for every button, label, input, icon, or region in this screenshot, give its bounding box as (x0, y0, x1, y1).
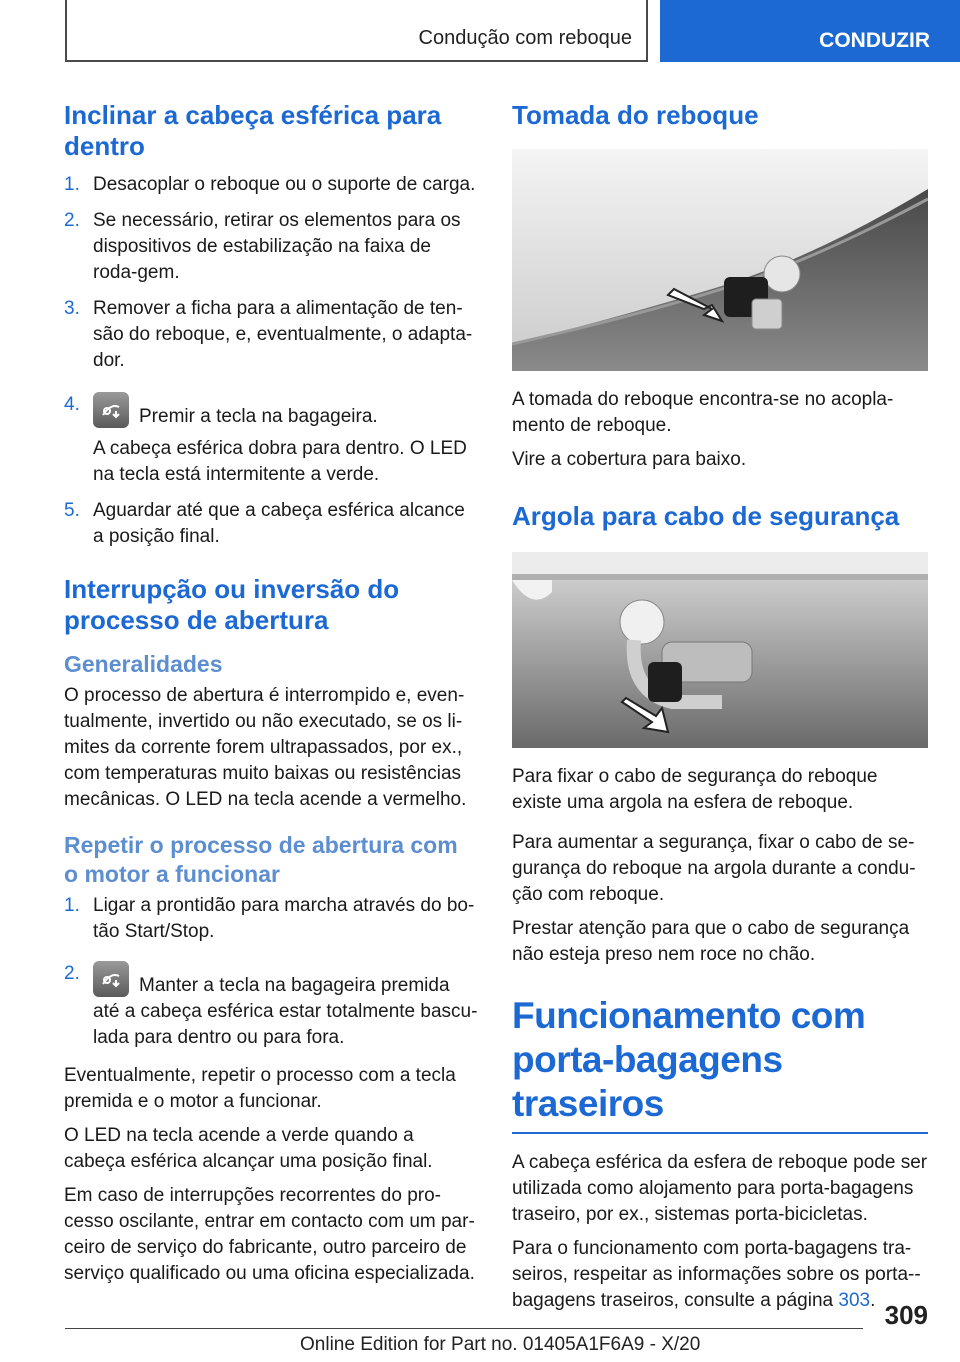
paragraph-argola-1: Para fixar o cabo de segurança do reboque existe uma argola na esfera de reboque. (512, 766, 878, 813)
step-result: A cabeça esférica dobra para dentro. O LED na tecla está intermitente a verde. (93, 438, 467, 485)
step-item (64, 172, 478, 198)
paragraph-text-end: . (870, 1290, 876, 1311)
safety-cable-ring-image (512, 552, 928, 748)
steps-inclinar (64, 172, 478, 550)
paragraph-caso: Em caso de interrupções recorrentes do pro-cesso oscilante, entrar em contacto com um par-ceiro de serviço do fabricante, outro parceiro de serviço qualificado ou uma oficina especializada. (64, 1185, 475, 1284)
step-number: 3. (64, 298, 80, 319)
paragraph-eventual: Eventualmente, repetir o processo com a tecla premida e o motor a funcionar. (64, 1065, 456, 1112)
step-text: Ligar a prontidão para marcha através do bo-tão Start/Stop. (93, 895, 475, 942)
heading-argola: Argola para cabo de segurança (512, 501, 900, 531)
step-item (64, 392, 478, 488)
steps-repetir (64, 893, 478, 1051)
page-number: 309 (884, 1300, 928, 1330)
right-column (512, 100, 928, 1322)
step-number: 4. (64, 394, 80, 415)
heading-inclinar: Inclinar a cabeça esférica para dentro (64, 100, 442, 161)
paragraph-text: Para o funcionamento com porta-bagagens tra-seiros, respeitar as informações sobre os porta--bagagens traseiros, consulte a página (512, 1238, 921, 1311)
footer-rule (65, 1328, 863, 1329)
chapter-tab[interactable] (660, 0, 960, 62)
header-section-box (65, 0, 648, 62)
left-column (64, 100, 478, 1295)
heading-interrupcao: Interrupção ou inversão do processo de abertura (64, 574, 400, 635)
heading-rule (512, 1132, 928, 1134)
step-item (64, 961, 478, 1051)
paragraph-argola-2: Para aumentar a segurança, fixar o cabo de se-gurança do reboque na argola durante a condu-ção com reboque. (512, 832, 916, 905)
step-item (64, 893, 478, 945)
step-number: 2. (64, 963, 80, 984)
step-number: 2. (64, 210, 80, 231)
heading-tomada: Tomada do reboque (512, 100, 759, 130)
step-number: 1. (64, 895, 80, 916)
step-text: Manter a tecla na bagageira premida até a cabeça esférica estar totalmente bascu-lada para dentro ou para fora. (93, 975, 478, 1048)
step-text: Remover a ficha para a alimentação de ten-são do reboque, e, eventualmente, o adapta-dor. (93, 298, 473, 371)
paragraph-led: O LED na tecla acende a verde quando a cabeça esférica alcançar uma posição final. (64, 1125, 433, 1172)
paragraph-funcionamento-2 (512, 1236, 928, 1314)
step-text: Aguardar até que a cabeça esférica alcance a posição final. (93, 500, 465, 547)
heading-repetir: Repetir o processo de abertura com o motor a funcionar (64, 832, 458, 887)
step-text: Premir a tecla na bagageira. (139, 406, 378, 427)
paragraph-argola-3: Prestar atenção para que o cabo de segurança não esteja preso nem roce no chão. (512, 918, 910, 965)
tailgate-button-icon (93, 392, 129, 428)
heading-funcionamento: Funcionamento com porta-bagagens traseiros (512, 995, 866, 1124)
paragraph-tomada-2: Vire a cobertura para baixo. (512, 449, 747, 470)
page-reference-link[interactable]: 303 (838, 1290, 871, 1311)
step-item (64, 208, 478, 286)
step-item (64, 498, 478, 550)
trailer-socket-image (512, 149, 928, 371)
step-number: 1. (64, 174, 80, 195)
paragraph-generalidades: O processo de abertura é interrompido e, even-tualmente, invertido ou não executado, se os li-mites da corrente forem ultrapassados, por ex., com temperaturas muito baixas ou resistências mecânicas. O LED na tecla acende a vermelho. (64, 685, 467, 810)
footer-edition: Online Edition for Part no. 01405A1F6A9 - X/20 (300, 1334, 701, 1355)
tailgate-button-icon (93, 961, 129, 997)
paragraph-tomada-1: A tomada do reboque encontra-se no acopla-mento de reboque. (512, 389, 894, 436)
step-number: 5. (64, 500, 80, 521)
heading-generalidades: Generalidades (64, 651, 223, 677)
paragraph-funcionamento-1: A cabeça esférica da esfera de reboque pode ser utilizada como alojamento para porta-bagagens traseiro, por ex., sistemas porta-bicicletas. (512, 1152, 928, 1225)
step-text: Se necessário, retirar os elementos para os dispositivos de estabilização na faixa de roda-gem. (93, 210, 461, 283)
step-text: Desacoplar o reboque ou o suporte de carga. (93, 174, 476, 195)
step-item (64, 296, 478, 374)
section-title: Condução com reboque (418, 27, 632, 49)
chapter-label: CONDUZIR (819, 29, 930, 52)
